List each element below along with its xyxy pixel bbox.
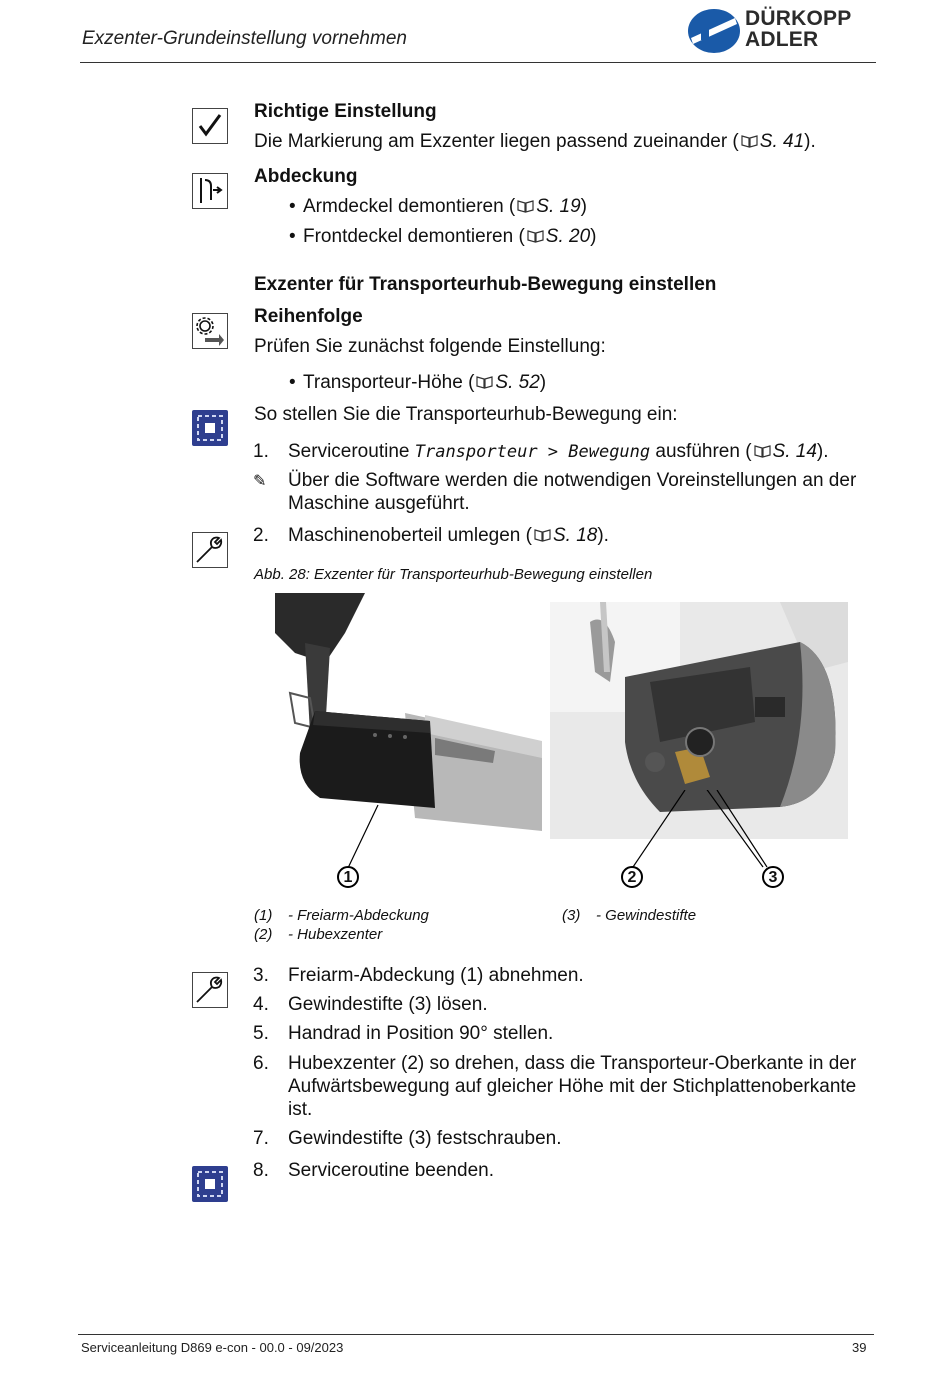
step-text: Maschinenoberteil umlegen ( S. 18).: [288, 525, 609, 546]
figure-caption: Abb. 28: Exzenter für Transporteurhub-Bewegung einstellen: [254, 566, 653, 583]
check-icon: [192, 108, 228, 144]
legend-text: - Hubexzenter: [288, 926, 383, 943]
step-number: 3.: [253, 965, 269, 986]
step-number: 8.: [253, 1160, 269, 1181]
page-ref-link[interactable]: S. 19: [536, 196, 581, 217]
step-text: Serviceroutine beenden.: [288, 1160, 494, 1181]
book-icon: [534, 529, 551, 542]
step-number: 1.: [253, 441, 269, 462]
page-ref-link[interactable]: S. 18: [552, 525, 598, 546]
section-title-richtige: Richtige Einstellung: [254, 101, 437, 122]
step-number: 7.: [253, 1128, 269, 1149]
step-number: 4.: [253, 994, 269, 1015]
software-icon: [192, 410, 228, 446]
logo-mark-icon: [687, 8, 741, 54]
page-ref-link[interactable]: S. 14: [772, 441, 817, 462]
reihenfolge-text: Prüfen Sie zunächst folgende Einstellung:: [254, 336, 606, 357]
step-text: Handrad in Position 90° stellen.: [288, 1023, 554, 1044]
callout-1: 1: [337, 866, 359, 888]
logo-line-1: DÜRKOPP: [745, 7, 852, 30]
footer-document-info: Serviceanleitung D869 e-con - 00.0 - 09/2023: [81, 1340, 344, 1355]
book-icon: [754, 445, 771, 458]
step-number: 6.: [253, 1053, 269, 1074]
book-icon: [476, 376, 493, 389]
book-icon: [527, 230, 544, 243]
page-header-title: Exzenter-Grundeinstellung vornehmen: [82, 28, 407, 49]
footer-page-number: 39: [852, 1340, 867, 1355]
step-text: Hubexzenter (2) so drehen, dass die Transporteur-Oberkante in der Aufwärtsbewegung auf gleicher Höhe mit der Stichplattenoberkante ist.: [288, 1053, 857, 1120]
step-text: Serviceroutine Transporteur > Bewegung ausführen ( S. 14).: [288, 441, 829, 462]
brand-logo: [687, 8, 877, 54]
legend-num: (2): [254, 926, 273, 943]
step-text: Gewindestifte (3) lösen.: [288, 994, 488, 1015]
callout-2: 2: [621, 866, 643, 888]
section-title-abdeckung: Abdeckung: [254, 166, 358, 187]
list-item: • Frontdeckel demontieren ( S. 20): [303, 225, 596, 248]
list-item: • Transporteur-Höhe ( S. 52): [303, 371, 546, 394]
callout-3: 3: [762, 866, 784, 888]
footer-divider: [78, 1334, 874, 1335]
gear-arrow-icon: [192, 313, 228, 349]
step-text: Gewindestifte (3) festschrauben.: [288, 1128, 562, 1149]
step-text: Freiarm-Abdeckung (1) abnehmen.: [288, 965, 584, 986]
page-ref-link[interactable]: S. 20: [545, 226, 591, 247]
result-text: Über die Software werden die notwendigen Voreinstellungen an der Maschine ausgeführt.: [288, 470, 857, 514]
logo-line-2: ADLER: [745, 28, 819, 51]
legend-text: - Gewindestifte: [596, 907, 697, 924]
cover-removal-icon: [192, 173, 228, 209]
richtige-text: Die Markierung am Exzenter liegen passend zueinander ( S. 41).: [254, 131, 816, 152]
menu-path: Transporteur > Bewegung: [414, 442, 651, 462]
wrench-icon: [192, 972, 228, 1008]
legend-text: - Freiarm-Abdeckung: [288, 907, 429, 924]
list-item: • Armdeckel demontieren ( S. 19): [303, 195, 587, 218]
step-number: 5.: [253, 1023, 269, 1044]
result-arrow-icon: ✎: [253, 473, 267, 490]
section-title-reihenfolge: Reihenfolge: [254, 306, 363, 327]
wrench-icon: [192, 532, 228, 568]
book-icon: [741, 135, 758, 148]
legend-num: (3): [562, 907, 581, 924]
legend-num: (1): [254, 907, 273, 924]
page-ref-link[interactable]: S. 52: [495, 372, 540, 393]
intro-text: So stellen Sie die Transporteurhub-Bewegung ein:: [254, 404, 678, 425]
section-heading-exzenter: Exzenter für Transporteurhub-Bewegung einstellen: [254, 274, 717, 295]
header-divider: [80, 62, 876, 63]
step-number: 2.: [253, 525, 269, 546]
software-icon: [192, 1166, 228, 1202]
page-ref-link[interactable]: S. 41: [759, 131, 805, 152]
book-icon: [517, 200, 534, 213]
